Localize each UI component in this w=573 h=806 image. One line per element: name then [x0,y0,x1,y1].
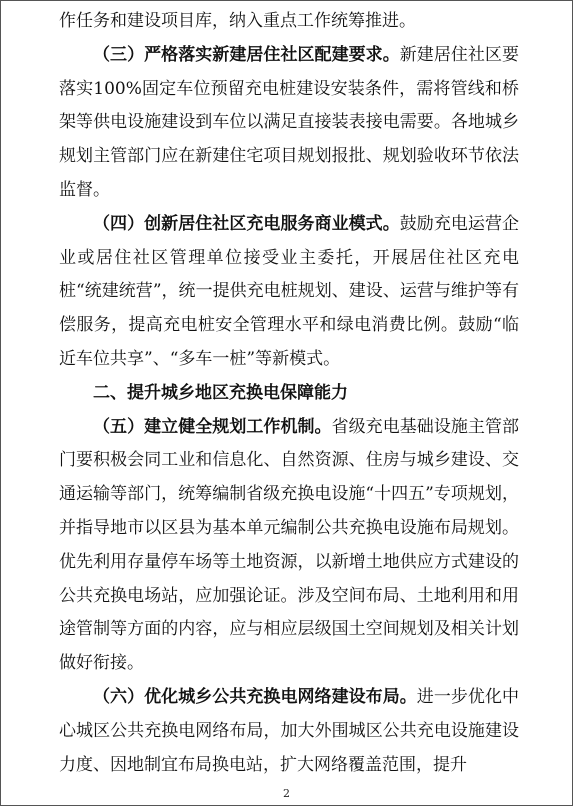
page-number: 2 [283,787,290,800]
paragraph-continuation [59,5,519,39]
paragraph-text: 作任务和建设项目库，纳入重点工作统筹推进。 [59,11,416,31]
section-3-lead: （三）严格落实新建居住社区配建要求。 [93,44,400,65]
section-6-body: 进一步优化中心城区公共充换电网络布局，加大外围城区公共充电设施建设力度、因地制宜布局换电站，扩大网络覆盖范围，提升 [59,686,520,775]
section-6-lead: （六）优化城乡公共充换电网络建设布局。 [93,686,417,707]
section-5-lead: （五）建立健全规划工作机制。 [93,416,332,437]
section-4-lead: （四）创新居住社区充电服务商业模式。 [93,213,400,234]
heading-part-2: 二、提升城乡地区充换电保障能力 [93,382,348,403]
paragraph-section-6 [59,681,519,782]
paragraph-section-4 [59,208,519,377]
section-4-body: 鼓励充电运营企业或居住社区管理单位接受业主委托，开展居住社区充电桩“统建统营”，统一提供充电桩规划、建设、运营与维护等有偿服务，提高充电桩安全管理水平和绿电消费比例。鼓励“临近车位共享”、“多车一桩”等新模式。 [59,213,519,369]
document-body [59,5,519,782]
section-3-body: 新建居住社区要落实100%固定车位预留充电桩建设安装条件，需将管线和桥架等供电设施建设到车位以满足直接装表接电需要。各地城乡规划主管部门应在新建住宅项目规划报批、规划验收环节依法监督。 [59,44,519,200]
paragraph-section-5 [59,411,519,681]
paragraph-section-3 [59,39,519,208]
section-5-body: 省级充电基础设施主管部门要积极会同工业和信息化、自然资源、住房与城乡建设、交通运输等部门，统筹编制省级充换电设施“十四五”专项规划，并指导地市以区县为基本单元编制公共充换电设施布局规划。优先利用存量停车场等土地资源，以新增土地供应方式建设的公共充换电场站，应加强论证。涉及空间布局、土地利用和用途管制等方面的内容，应与相应层级国土空间规划及相关计划做好衔接。 [59,416,520,674]
